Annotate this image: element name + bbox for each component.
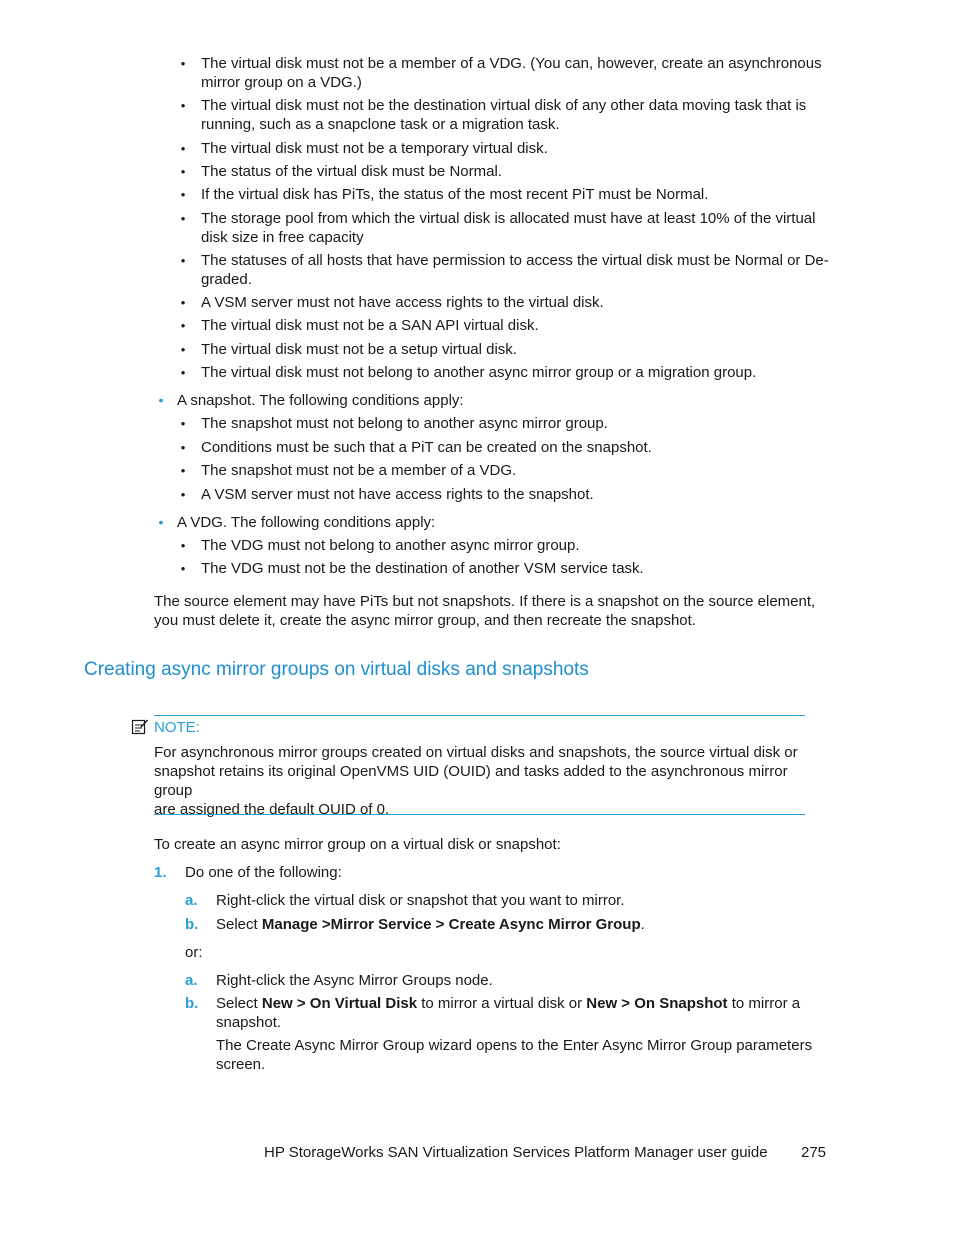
list-item-text: The virtual disk must not be a member of a VDG. (You can, however, create an asynchronous	[201, 55, 822, 72]
note-top-rule	[154, 715, 805, 716]
text-run: to mirror a	[727, 995, 801, 1012]
substep-label: a.	[185, 972, 198, 989]
step-result-line: The Create Async Mirror Group wizard opens to the Enter Async Mirror Group parameters	[216, 1037, 813, 1054]
note-line: For asynchronous mirror groups created on virtual disks and snapshots, the source virtual disk or	[154, 744, 798, 761]
list-item-text: The virtual disk must not be a temporary virtual disk.	[201, 140, 548, 157]
list-item-text: The status of the virtual disk must be Normal.	[201, 163, 502, 180]
list-item-text: Conditions must be such that a PiT can be created on the snapshot.	[201, 439, 652, 456]
list-item-text: The VDG must not be the destination of another VSM service task.	[201, 560, 644, 577]
list-item-text: If the virtual disk has PiTs, the status of the most recent PiT must be Normal.	[201, 186, 709, 203]
source-paragraph	[154, 592, 824, 630]
bullet-icon: •	[180, 211, 186, 226]
paragraph-line: The source element may have PiTs but not snapshots. If there is a snapshot on the source element,	[154, 593, 816, 610]
text-run: Select	[216, 995, 262, 1012]
substep-text: Right-click the Async Mirror Groups node.	[216, 972, 493, 989]
note-line: are assigned the default OUID of 0.	[154, 801, 390, 818]
text-run: Select	[216, 916, 262, 933]
step-result-line: screen.	[216, 1056, 266, 1073]
list-item-text: The statuses of all hosts that have permission to access the virtual disk must be Normal or De-	[201, 252, 829, 269]
bullet-icon: •	[180, 295, 186, 310]
substep-text	[216, 994, 800, 1013]
menu-path: New > On Virtual Disk	[261, 995, 418, 1012]
list-item-text: disk size in free capacity	[201, 229, 364, 246]
bullet-icon: •	[180, 463, 186, 478]
list-item-text: The storage pool from which the virtual disk is allocated must have at least 10% of the virtual	[201, 210, 816, 227]
bullet-icon: •	[180, 187, 186, 202]
list-item-text: graded.	[201, 271, 252, 288]
bullet-icon: •	[180, 164, 186, 179]
text-run: .	[640, 916, 645, 933]
list-item-text: A VSM server must not have access rights to the virtual disk.	[201, 294, 604, 311]
bullet-icon: •	[180, 561, 186, 576]
list-item-text: mirror group on a VDG.)	[201, 74, 362, 91]
or-text: or:	[185, 944, 203, 961]
bullet-icon: •	[180, 141, 186, 156]
note-line: snapshot retains its original OpenVMS UID (OUID) and tasks added to the asynchronous mirror group	[154, 763, 788, 799]
list-item-text: The virtual disk must not be a SAN API virtual disk.	[201, 317, 539, 334]
bullet-icon: •	[180, 538, 186, 553]
bullet-icon: •	[180, 253, 186, 268]
list-item-text: The snapshot must not belong to another async mirror group.	[201, 415, 608, 432]
menu-path: Manage >Mirror Service > Create Async Mirror Group	[261, 916, 641, 933]
bullet-icon: •	[180, 365, 186, 380]
bullet-icon: •	[180, 318, 186, 333]
substep-label: a.	[185, 892, 198, 909]
page-number: 275	[801, 1144, 827, 1161]
list-item-text: The virtual disk must not be a setup virtual disk.	[201, 341, 517, 358]
list-item-text: The VDG must not belong to another async mirror group.	[201, 537, 580, 554]
list-item-text: A snapshot. The following conditions apply:	[177, 392, 464, 409]
bullet-icon: •	[180, 56, 186, 71]
substep-text: snapshot.	[216, 1014, 282, 1031]
list-item-text: The virtual disk must not belong to another async mirror group or a migration group.	[201, 364, 757, 381]
bullet-icon: •	[180, 342, 186, 357]
section-heading: Creating async mirror groups on virtual disks and snapshots	[84, 659, 589, 680]
note-label: NOTE:	[154, 719, 200, 736]
note-icon	[131, 717, 149, 735]
bullet-icon: •	[180, 98, 186, 113]
procedure-intro: To create an async mirror group on a virtual disk or snapshot:	[154, 836, 561, 853]
list-item-text: A VDG. The following conditions apply:	[177, 514, 436, 531]
bullet-icon: •	[180, 487, 186, 502]
list-item-text: A VSM server must not have access rights to the snapshot.	[201, 486, 594, 503]
step-number: 1.	[154, 864, 167, 881]
substep-label: b.	[185, 916, 199, 933]
paragraph-line: you must delete it, create the async mirror group, and then recreate the snapshot.	[154, 612, 696, 629]
step-text: Do one of the following:	[185, 864, 342, 881]
substep-label: b.	[185, 995, 199, 1012]
list-item-text: The snapshot must not be a member of a VDG.	[201, 462, 517, 479]
text-run: to mirror a virtual disk or	[417, 995, 587, 1012]
substep-text	[216, 915, 645, 934]
note-text	[154, 743, 824, 819]
note-bottom-rule	[154, 814, 805, 815]
bullet-icon: •	[180, 440, 186, 455]
list-item-text: The virtual disk must not be the destination virtual disk of any other data moving task that is	[201, 97, 807, 114]
bullet-icon: •	[158, 514, 164, 530]
substep-text: Right-click the virtual disk or snapshot that you want to mirror.	[216, 892, 625, 909]
bullet-icon: •	[180, 416, 186, 431]
menu-path: New > On Snapshot	[586, 995, 728, 1012]
list-item-text: running, such as a snapclone task or a migration task.	[201, 116, 560, 133]
bullet-icon: •	[158, 392, 164, 408]
footer-title: HP StorageWorks SAN Virtualization Services Platform Manager user guide	[264, 1144, 768, 1161]
